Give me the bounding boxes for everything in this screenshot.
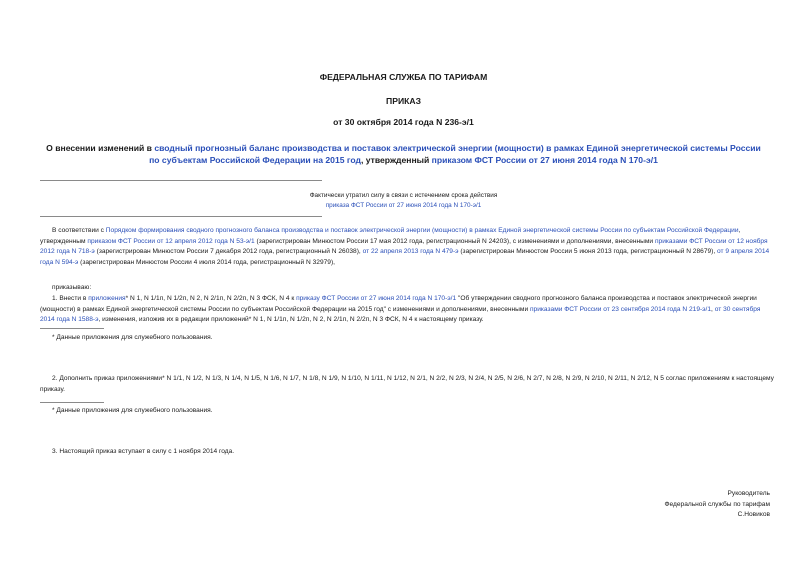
preamble-link-order-594[interactable]: от 9 апреля 2014 года N 594-э [40, 248, 770, 266]
preamble-text: , утвержденным [40, 227, 741, 245]
item-1-link-order-1588[interactable]: от 30 сентября 2014 года N 1588-э [40, 305, 761, 324]
item-2-paragraph [40, 374, 780, 395]
item-1-link-appendices[interactable]: приложения [88, 295, 126, 302]
title-link-order[interactable]: приказом ФСТ России от 27 июня 2014 года N 170-э/1 [431, 155, 658, 165]
footnote-divider [40, 328, 104, 329]
item-1-link-order-219[interactable]: приказами ФСТ России от 23 сентября 2014 года N 219-э/1 [529, 305, 712, 313]
preamble-text: (зарегистрирован Минюстом России 4 июля 2014 года, регистрационный N 32979), [78, 258, 336, 266]
item-1-text: , изменения, изложив их в редакции приложений* N 1, N 1/1п, N 1/2п, N 2, N 2/1п, N 2/2п, N 3 ФСК, N 4 к настоящему приказу. [98, 316, 484, 324]
invalid-note [0, 191, 807, 212]
title-link-balance[interactable]: сводный прогнозный баланс производства и поставок электрической энергии (мощности) в рамках Единой энергетической системы России по субъектам Российской Федерации на 2015 год [149, 143, 761, 165]
signature-name: С.Новиков [737, 511, 770, 519]
doc-type: ПРИКАЗ [386, 96, 421, 106]
item-3-paragraph: 3. Настоящий приказ вступает в силу с 1 ноября 2014 года. [52, 448, 235, 455]
divider [40, 180, 322, 181]
preamble-text: В соответствии с [52, 227, 106, 234]
preamble-link-order-718[interactable]: приказами ФСТ России от 12 ноября 2012 года N 718-э [40, 237, 768, 256]
page-title [40, 142, 767, 166]
agency-name: ФЕДЕРАЛЬНАЯ СЛУЖБА ПО ТАРИФАМ [319, 72, 488, 82]
item-1-text: , [711, 305, 715, 313]
title-text: О внесении изменений в [46, 143, 155, 153]
preamble-text: (зарегистрирован Минюстом России 7 декабря 2012 года, регистрационный N 26038), [94, 248, 363, 256]
preamble-paragraph [40, 226, 772, 268]
divider [40, 216, 322, 217]
item-1-text: 1. Внести в [52, 295, 89, 302]
title-text: , утвержденный [360, 155, 432, 165]
footnote-1: * Данные приложения для служебного пользования. [52, 334, 213, 341]
preamble-text: (зарегистрирован Минюстом России 17 мая 2012 года, регистрационный N 24203), с изменениями и дополнениями, внесенными [254, 237, 655, 245]
preamble-link-order-53[interactable]: приказом ФСТ России от 12 апреля 2012 года N 53-э/1 [87, 237, 255, 245]
doc-date-number: от 30 октября 2014 года N 236-э/1 [333, 117, 474, 127]
item-1-text: * N 1, N 1/1п, N 1/2п, N 2, N 2/1п, N 2/2п, N 3 ФСК, N 4 к [125, 295, 297, 302]
invalid-note-text: Фактически утратил силу в связи с истечением срока действия [309, 192, 498, 199]
item-1-link-order-170[interactable]: приказу ФСТ России от 27 июня 2014 года N 170-э/1 [296, 295, 457, 302]
order-word: приказываю: [52, 284, 92, 291]
preamble-text: (зарегистрирован Минюстом России 5 июня 2013 года, регистрационный N 28679), [458, 248, 718, 256]
item-2-text: 2. Дополнить приказ приложениями* N 1/1, N 1/2, N 1/3, N 1/4, N 1/5, N 1/6, N 1/7, N 1/8, N 1/9, N 1/10, N 1/11, N 1/12, N 2/1, N 2/2, N 2/3, N 2/4, N 2/5, N 2/6, N 2/7, N 2/8, N 2/9, N 2/10, N 2/11, N 2/12, N 5 соглас приложениям к настоящему приказу. [40, 375, 774, 393]
preamble-link-order-479[interactable]: от 22 апреля 2013 года N 479-э [362, 248, 459, 256]
signature-title: Руководитель [727, 490, 770, 497]
item-1-text: "Об утверждении сводного прогнозного баланса производства и поставок электрической энергии (мощности) в рамках Единой энергетической системы России по субъектам Российской Федерации на 2015 год" с изменениями и дополнениями, внесенными [40, 295, 757, 313]
footnote-divider [40, 402, 104, 403]
item-1-paragraph [40, 294, 772, 326]
signature-agency: Федеральной службы по тарифам [664, 500, 770, 508]
footnote-2: * Данные приложения для служебного пользования. [52, 407, 213, 414]
signature-block [665, 489, 771, 521]
invalid-note-link[interactable]: приказа ФСТ России от 27 июня 2014 года N 170-э/1 [325, 202, 482, 210]
preamble-link-procedure[interactable]: Порядком формирования сводного прогнозного баланса производства и поставок электрической энергии (мощности) в рамках Единой энергетической системы России по субъектам Российской Федерации [105, 227, 739, 234]
